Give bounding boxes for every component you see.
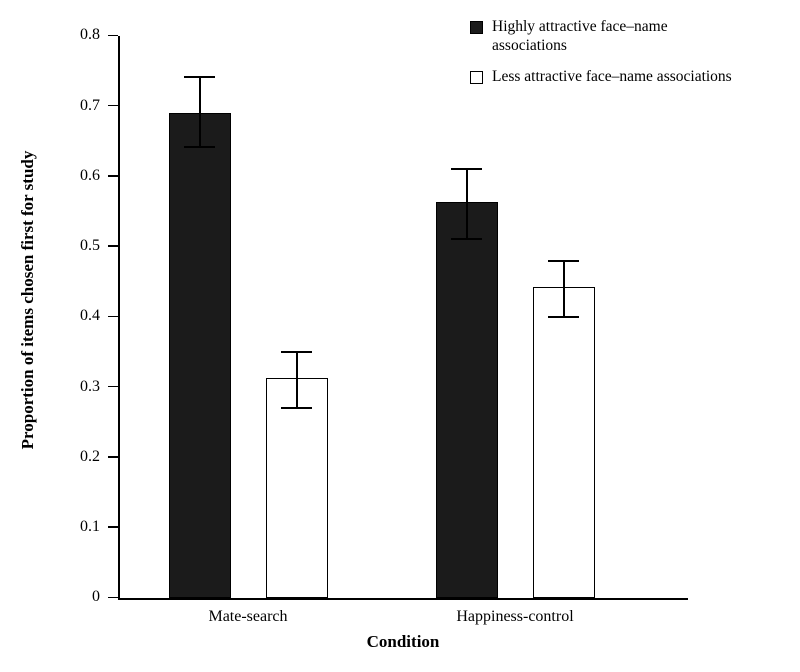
- errorbar-cap-lower-mate-search-highly-attractive: [184, 146, 215, 148]
- x-axis-title: Condition: [366, 632, 440, 651]
- bar-happiness-control-highly-attractive: [436, 202, 498, 598]
- y-tick-label-7: 0.7: [80, 96, 100, 114]
- errorbar-happiness-control-less-attractive: [563, 261, 565, 317]
- errorbar-mate-search-less-attractive: [296, 352, 298, 408]
- y-tick-7: [80, 96, 118, 114]
- y-tick-8: [80, 26, 118, 44]
- errorbar-cap-upper-mate-search-less-attractive: [281, 351, 312, 353]
- y-tick-2: [80, 447, 118, 465]
- legend-label-highly-attractive: Highly attractive face–name associations: [492, 18, 668, 54]
- x-tick-label-happiness-control: Happiness-control: [456, 608, 574, 625]
- errorbar-cap-lower-happiness-control-less-attractive: [548, 316, 579, 318]
- legend-item-less-attractive: [470, 68, 790, 87]
- y-tick-4: [80, 307, 118, 325]
- legend-label-less-attractive: Less attractive face–name associations: [492, 67, 732, 85]
- bar-mate-search-highly-attractive: [169, 113, 231, 598]
- plot-area: [80, 26, 688, 625]
- y-axis-title-text: Proportion of items chosen first for study: [18, 150, 37, 450]
- y-tick-label-4: 0.4: [80, 307, 100, 325]
- y-tick-label-1: 0.1: [80, 518, 100, 535]
- legend-swatch-filled-icon: [470, 21, 483, 34]
- y-tick-label-3: 0.3: [80, 377, 100, 395]
- y-axis-line: [118, 36, 120, 600]
- y-tick-5: [80, 237, 118, 254]
- y-tick-label-6: 0.6: [80, 166, 100, 184]
- legend-swatch-open-icon: [470, 71, 483, 84]
- y-tick-label-5: 0.5: [80, 237, 100, 254]
- legend: [470, 18, 790, 99]
- errorbar-happiness-control-highly-attractive: [466, 169, 468, 239]
- errorbar-mate-search-highly-attractive: [199, 77, 201, 147]
- y-tick-label-8: 0.8: [80, 26, 100, 44]
- y-tick-0: [92, 588, 118, 606]
- y-tick-label-2: 0.2: [80, 447, 100, 465]
- bar-mate-search-less-attractive: [266, 378, 328, 598]
- y-tick-6: [80, 166, 118, 184]
- errorbar-cap-lower-mate-search-less-attractive: [281, 407, 312, 409]
- y-tick-3: [80, 377, 118, 395]
- errorbar-cap-upper-happiness-control-less-attractive: [548, 260, 579, 262]
- errorbar-cap-upper-happiness-control-highly-attractive: [451, 168, 482, 170]
- legend-item-highly-attractive: [470, 18, 790, 56]
- y-tick-1: [80, 518, 118, 535]
- y-axis-title: [14, 40, 42, 560]
- errorbar-cap-upper-mate-search-highly-attractive: [184, 76, 215, 78]
- x-tick-label-mate-search: Mate-search: [208, 608, 288, 625]
- x-axis-line: [118, 598, 688, 600]
- errorbar-cap-lower-happiness-control-highly-attractive: [451, 238, 482, 240]
- bar-happiness-control-less-attractive: [533, 287, 595, 598]
- y-tick-label-0: 0: [92, 588, 100, 606]
